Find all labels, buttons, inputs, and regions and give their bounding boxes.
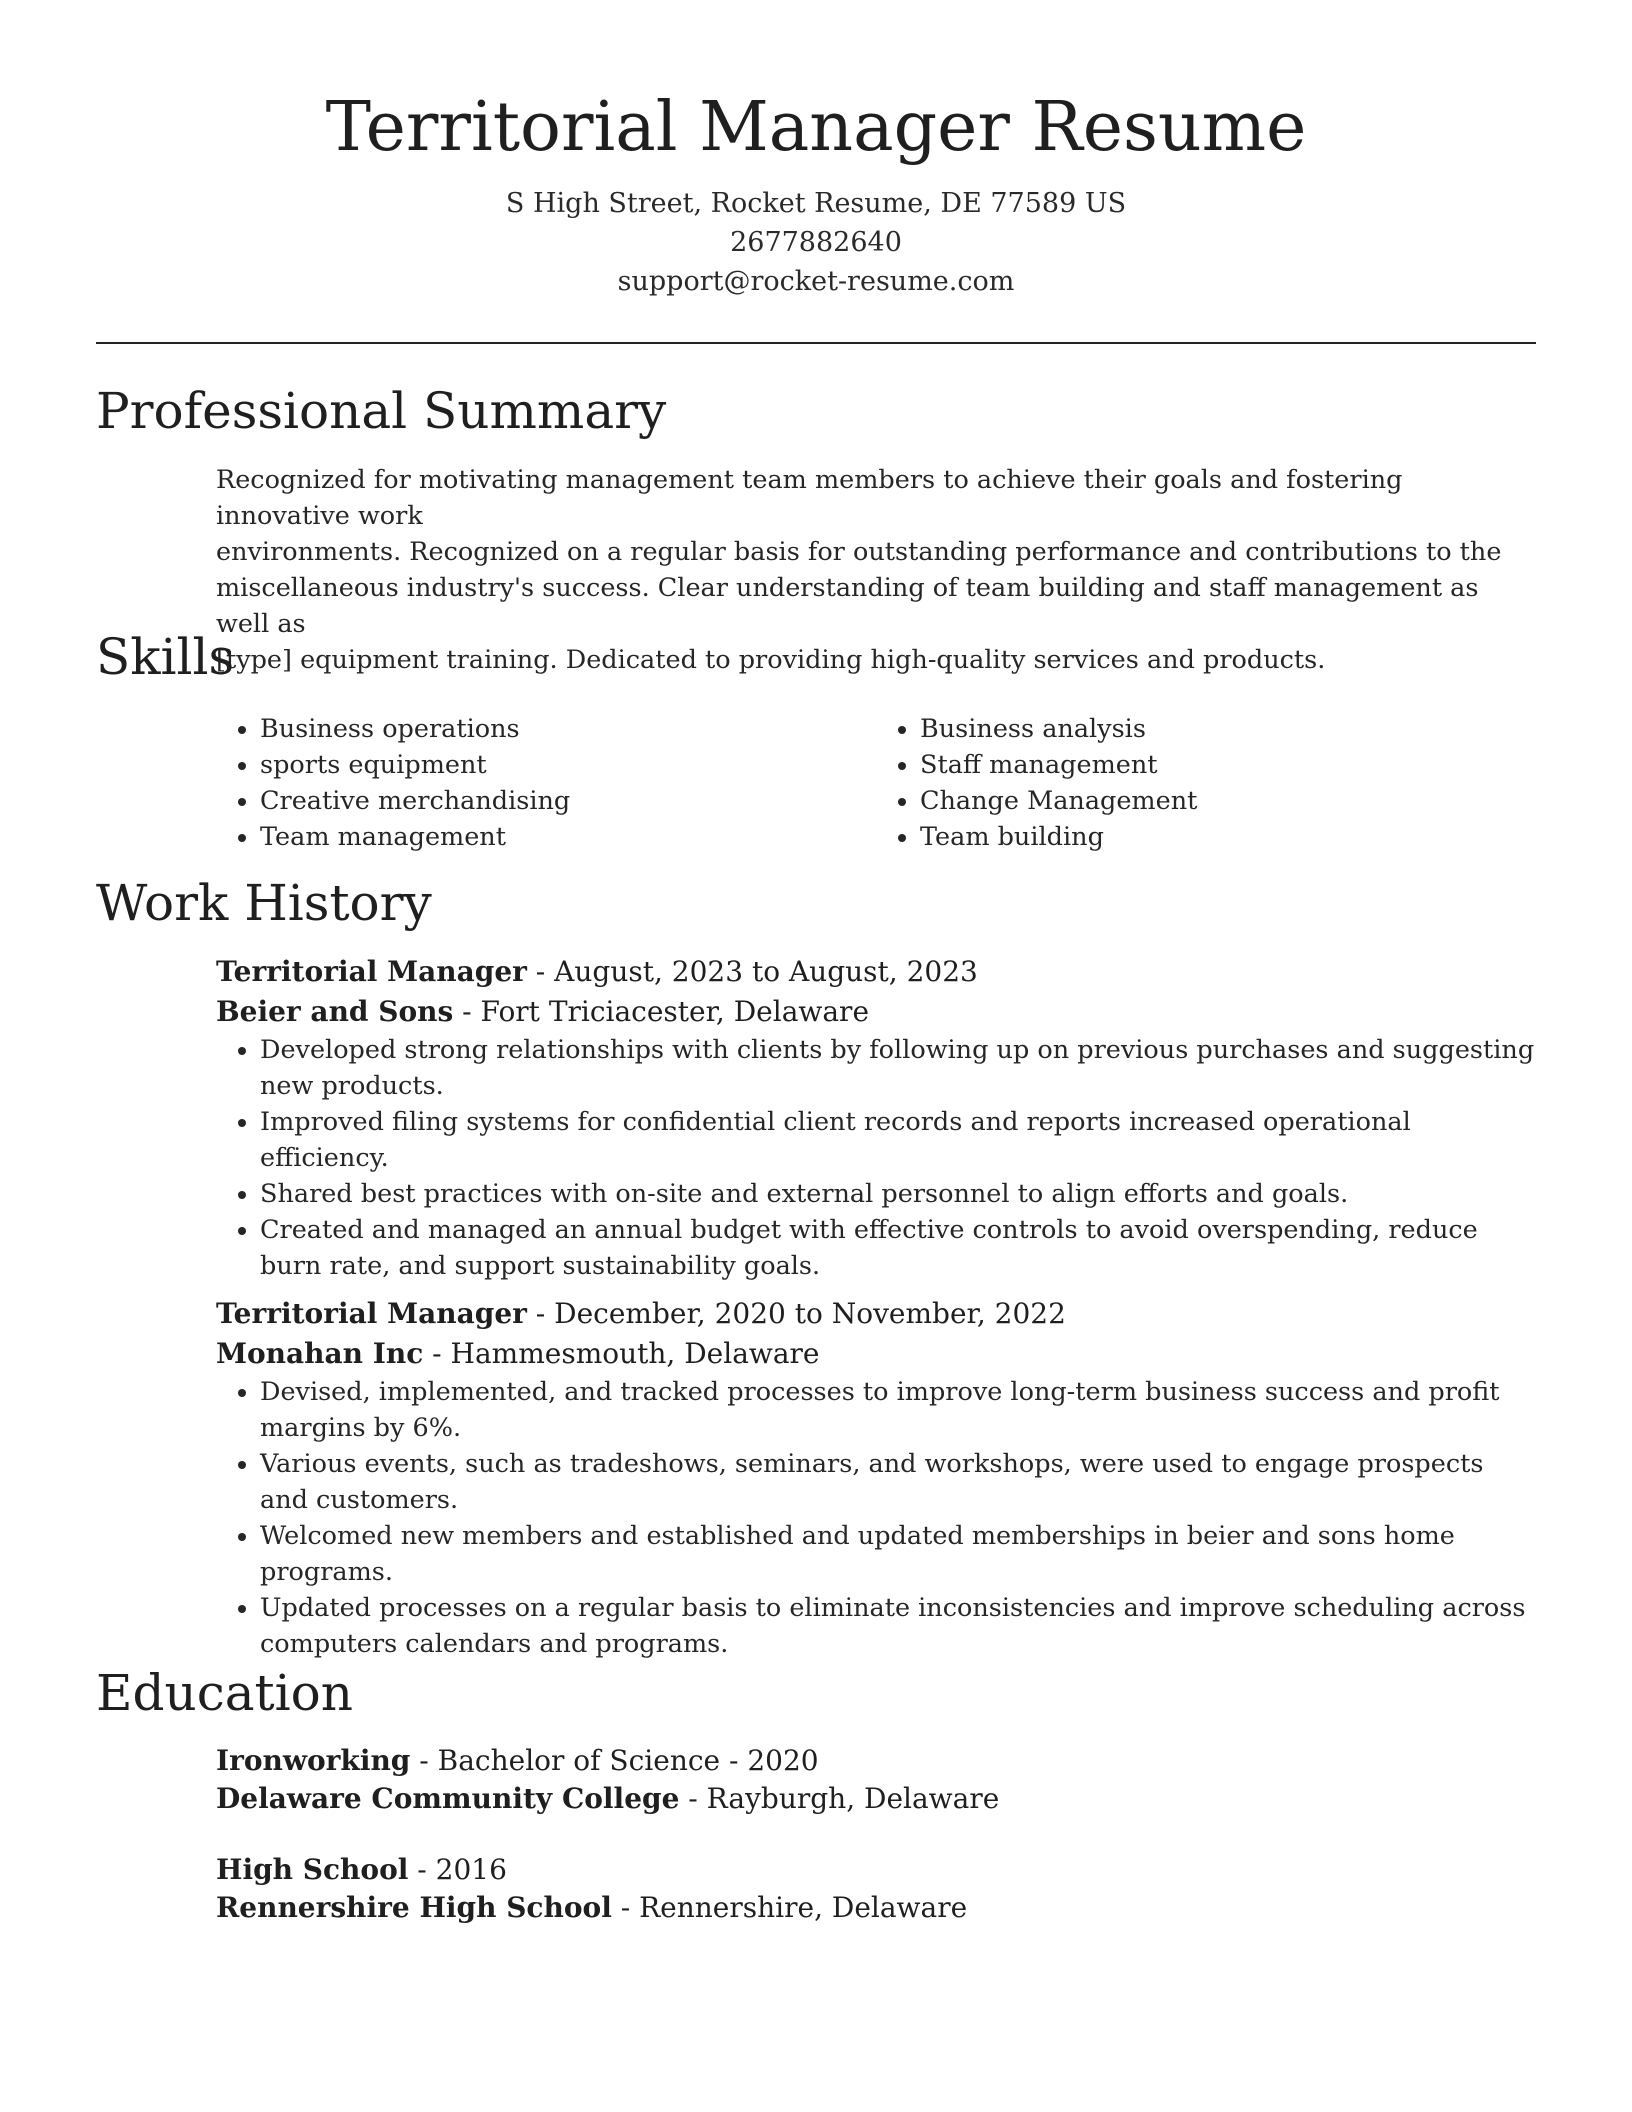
education-degree-line [216, 1742, 1536, 1780]
education-entry [216, 1742, 1536, 1818]
skill-item: • Business analysis [920, 711, 1536, 747]
section-title-skills: Skills [96, 628, 235, 686]
header-divider [96, 342, 1536, 344]
job-title: Territorial Manager [216, 1297, 527, 1330]
education-school: Rennershire High School [216, 1891, 612, 1924]
job-duty: • Improved filing systems for confidential client records and reports increased operational efficiency. [260, 1104, 1536, 1176]
summary-line: Recognized for motivating management team members to achieve their goals and fostering innovative work [216, 465, 1403, 531]
education-location: - Rennershire, Delaware [611, 1891, 968, 1924]
summary-line: environments. Recognized on a regular basis for outstanding performance and contributions to the [216, 537, 1502, 567]
job-entry [216, 1294, 1536, 1662]
job-company-line [216, 1334, 1536, 1374]
skill-item: • Staff management [920, 747, 1536, 783]
education-field: High School [216, 1853, 409, 1886]
education-degree-line [216, 1851, 1536, 1889]
resume-header [96, 82, 1536, 301]
education-degree: - 2016 [408, 1853, 507, 1886]
education-degree: - Bachelor of Science - 2020 [410, 1744, 819, 1777]
job-dates: - December, 2020 to November, 2022 [526, 1297, 1066, 1330]
section-title-summary: Professional Summary [96, 382, 667, 440]
job-duty: • Welcomed new members and established and updated memberships in beier and sons home programs. [260, 1518, 1536, 1590]
contact-info [96, 184, 1536, 301]
job-location: - Hammesmouth, Delaware [423, 1337, 820, 1370]
address: S High Street, Rocket Resume, DE 77589 US [505, 188, 1127, 219]
skill-item: • sports equipment [260, 747, 876, 783]
skill-item: • Business operations [260, 711, 876, 747]
job-entry [216, 952, 1536, 1284]
email: support@rocket-resume.com [617, 266, 1015, 297]
skills-list [216, 711, 1536, 855]
education-field: Ironworking [216, 1744, 411, 1777]
summary-line: miscellaneous industry's success. Clear understanding of team building and staff management as well as [216, 573, 1479, 639]
job-dates: - August, 2023 to August, 2023 [526, 955, 978, 988]
education-entry [216, 1851, 1536, 1927]
job-duty: • Devised, implemented, and tracked processes to improve long-term business success and profit margins by 6%. [260, 1374, 1536, 1446]
job-title: Territorial Manager [216, 955, 527, 988]
section-title-work: Work History [96, 874, 432, 932]
job-company: Beier and Sons [216, 995, 454, 1028]
summary-line: [type] equipment training. Dedicated to providing high-quality services and products. [216, 645, 1326, 675]
resume-title: Territorial Manager Resume [325, 88, 1307, 167]
job-title-line [216, 952, 1536, 992]
job-duty: • Created and managed an annual budget with effective controls to avoid overspending, reduce burn rate, and support sustainability goals. [260, 1212, 1536, 1284]
skill-item: • Creative merchandising [260, 783, 876, 819]
education-school: Delaware Community College [216, 1782, 680, 1815]
education-school-line [216, 1889, 1536, 1927]
skills-column-left [216, 711, 876, 855]
job-duty: • Updated processes on a regular basis to eliminate inconsistencies and improve scheduling across computers calendars and programs. [260, 1590, 1536, 1662]
job-duties [216, 1374, 1536, 1662]
phone: 2677882640 [730, 227, 902, 258]
summary-text [216, 462, 1536, 678]
job-location: - Fort Triciacester, Delaware [453, 995, 870, 1028]
job-duty: • Shared best practices with on-site and external personnel to align efforts and goals. [260, 1176, 1536, 1212]
skill-item: • Change Management [920, 783, 1536, 819]
skills-column-right [876, 711, 1536, 855]
job-title-line [216, 1294, 1536, 1334]
job-company: Monahan Inc [216, 1337, 424, 1370]
skill-item: • Team building [920, 819, 1536, 855]
education-school-line [216, 1780, 1536, 1818]
job-duties [216, 1032, 1536, 1284]
job-duty: • Developed strong relationships with clients by following up on previous purchases and suggesting new products. [260, 1032, 1536, 1104]
section-title-education: Education [96, 1664, 353, 1722]
skill-item: • Team management [260, 819, 876, 855]
job-company-line [216, 992, 1536, 1032]
education-location: - Rayburgh, Delaware [679, 1782, 1000, 1815]
job-duty: • Various events, such as tradeshows, seminars, and workshops, were used to engage prospects and customers. [260, 1446, 1536, 1518]
